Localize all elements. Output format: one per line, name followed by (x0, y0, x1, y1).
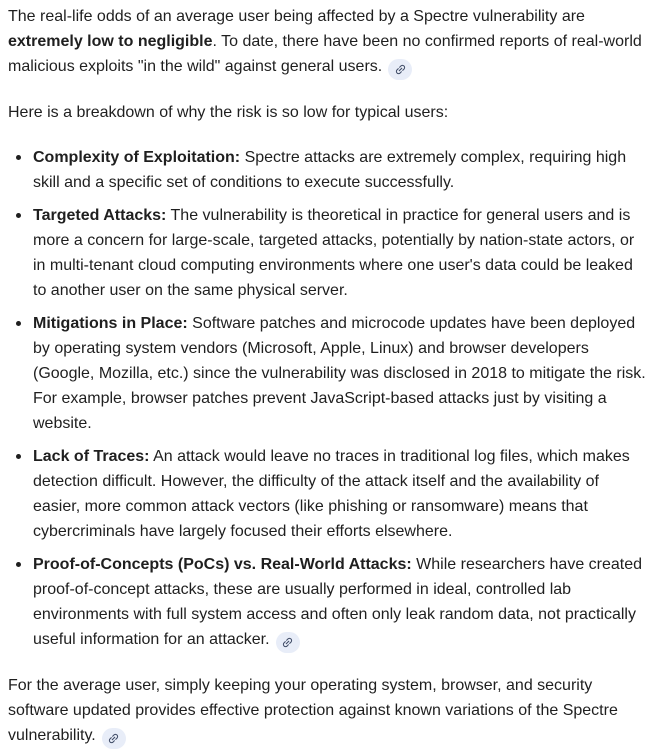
list-item (8, 552, 647, 653)
list-item (8, 444, 647, 544)
intro-lead-text: The real-life odds of an average user being affected by a Spectre vulnerability are (8, 8, 585, 25)
bullet-body: While researchers have created proof-of-concept attacks, these are usually performed in ideal, controlled lab environments with full system access and often only leak random data, not practically useful information for an attacker. (33, 556, 643, 648)
intro-emphasis-text: extremely low to negligible (8, 33, 213, 50)
closing-text: For the average user, simply keeping your operating system, browser, and security software updated provides effective protection against known variations of the Spectre vulnerability. (8, 677, 618, 744)
closing-paragraph (8, 673, 647, 749)
list-item (8, 203, 647, 303)
bullet-body: Spectre attacks are extremely complex, requiring high skill and a specific set of conditions to execute successfully. (33, 149, 627, 191)
link-icon (281, 636, 294, 649)
bullet-title: Proof-of-Concepts (PoCs) vs. Real-World Attacks: (33, 556, 412, 573)
citation-link-badge[interactable] (276, 632, 300, 653)
breakdown-intro-text: Here is a breakdown of why the risk is so low for typical users: (8, 104, 449, 121)
citation-link-badge[interactable] (388, 59, 412, 80)
list-item (8, 311, 647, 436)
risk-breakdown-list (8, 145, 647, 653)
bullet-body: An attack would leave no traces in traditional log files, which makes detection difficult. However, the difficulty of the attack itself and the availability of easier, more common attack vectors (like phishing or ransomware) means that cybercriminals have largely focused their efforts elsewhere. (33, 448, 630, 540)
intro-paragraph (8, 4, 647, 80)
link-icon (394, 63, 407, 76)
breakdown-intro-paragraph (8, 100, 647, 125)
bullet-title: Lack of Traces: (33, 448, 150, 465)
bullet-title: Mitigations in Place: (33, 315, 188, 332)
citation-link-badge[interactable] (102, 728, 126, 749)
bullet-body: Software patches and microcode updates have been deployed by operating system vendors (Microsoft, Apple, Linux) and browser developers (Google, Mozilla, etc.) since the vulnerability was disclosed in 2018 to mitigate the risk. For example, browser patches prevent JavaScript-based attacks just by visiting a website. (33, 315, 646, 432)
bullet-title: Targeted Attacks: (33, 207, 167, 224)
list-item (8, 145, 647, 195)
intro-rest-text: . To date, there have been no confirmed reports of real-world malicious exploits "in the wild" against general users. (8, 33, 642, 75)
bullet-body: The vulnerability is theoretical in practice for general users and is more a concern for large-scale, targeted attacks, potentially by nation-state actors, or in multi-tenant cloud computing environments where one user's data could be leaked to another user on the same physical server. (33, 207, 635, 299)
bullet-title: Complexity of Exploitation: (33, 149, 241, 166)
link-icon (107, 732, 120, 745)
